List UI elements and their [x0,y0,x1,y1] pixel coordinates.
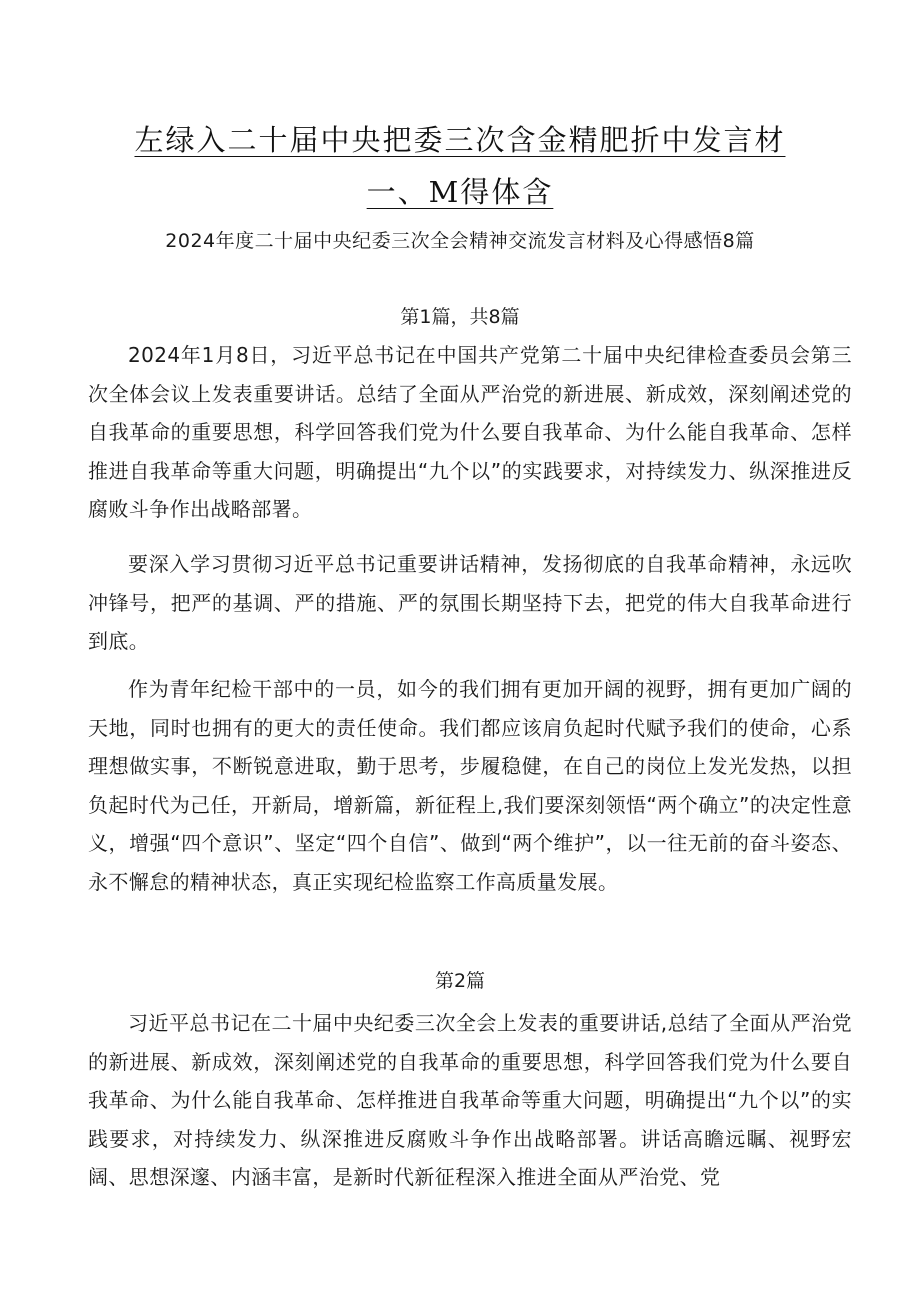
document-title-line-2: 一、M得体含 [366,175,554,209]
document-subtitle: 2024年度二十届中央纪委三次全会精神交流发言材料及心得感悟8篇 [165,230,755,252]
section-1-paragraph-1: 2024年1月8日，习近平总书记在中国共产党第二十届中央纪律检查委员会第三次全体会议上发表重要讲话。总结了全面从严治党的新进展、新成效，深刻阐述党的自我革命的重要思想，科学回答我们党为什么要自我革命、为什么能自我革命、怎样推进自我革命等重大问题，明确提出“九个以”的实践要求，对持续发力、纵深推进反腐败斗争作出战略部署。 [88,343,852,521]
section-1-paragraph-3: 作为青年纪检干部中的一员，如今的我们拥有更加开阔的视野，拥有更加广阔的天地，同时也拥有的更大的责任使命。我们都应该肩负起时代赋予我们的使命，心系理想做实事，不断锐意进取，勤于思考，步履稳健，在自己的岗位上发光发热，以担负起时代为己任，开新局，增新篇，新征程上,我们要深刻领悟“两个确立”的决定性意义，增强“四个意识”、坚定“四个自信”、做到“两个维护”，以一往无前的奋斗姿态、永不懈怠的精神状态，真正实现纪检监察工作高质量发展。 [88,677,852,894]
section-1-paragraph-2: 要深入学习贯彻习近平总书记重要讲话精神，发扬彻底的自我革命精神，永远吹冲锋号，把严的基调、严的措施、严的氛围长期坚持下去，把党的伟大自我革命进行到底。 [88,552,852,653]
section-heading-2: 第2篇 [434,970,486,992]
document-title-line-1: 左绿入二十届中央把委三次含金精肥折中发言材 [134,123,786,157]
section-heading-1: 第1篇，共8篇 [400,306,520,328]
section-2-paragraph-1: 习近平总书记在二十届中央纪委三次全会上发表的重要讲话,总结了全面从严治党的新进展、新成效，深刻阐述党的自我革命的重要思想，科学回答我们党为什么要自我革命、为什么能自我革命、怎样推进自我革命等重大问题，明确提出“九个以”的实践要求，对持续发力、纵深推进反腐败斗争作出战略部署。讲话高瞻远瞩、视野宏阔、思想深邃、内涵丰富，是新时代新征程深入推进全面从严治党、党 [88,1011,853,1189]
